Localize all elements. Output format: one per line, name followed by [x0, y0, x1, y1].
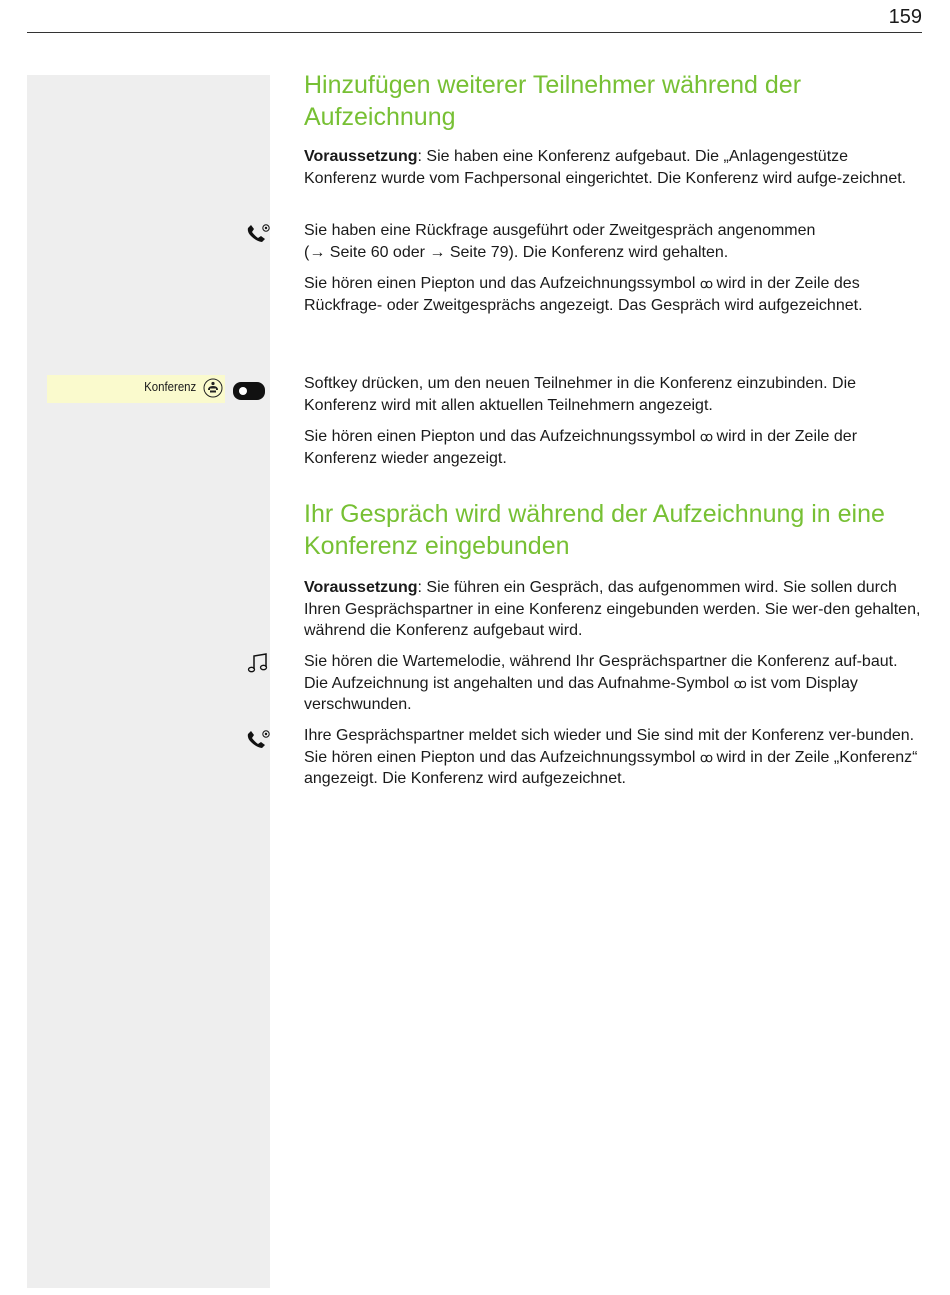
- softkey-button-icon[interactable]: [233, 382, 265, 400]
- softkey-label: Konferenz: [143, 379, 196, 394]
- section2-prereq-text: : Sie führen ein Gespräch, das aufgenommen wird. Sie sollen durch Ihren Gesprächspartner in eine Konferenz eingebunden werden. Sie wer-den gehalten, während die Konferenz aufgebaut wird.: [304, 579, 921, 639]
- section1-step1: [304, 220, 924, 263]
- section2-title: [304, 498, 924, 562]
- section2-step2: [304, 725, 924, 790]
- section2-step1-before: Sie hören die Wartemelodie, während Ihr Gesprächspartner die Konferenz auf-baut. Die Aufzeichnung ist angehalten und das Aufnahme-Symbol: [304, 653, 898, 692]
- conference-icon: [203, 378, 223, 398]
- page-number: 159: [888, 6, 922, 28]
- section1-step1-line2: (→ Seite 60 oder → Seite 79). Die Konferenz wird gehalten.: [304, 243, 729, 261]
- recording-symbol-icon: ꝏ: [699, 749, 713, 765]
- header-rule: [27, 32, 922, 33]
- section1-step3: Softkey drücken, um den neuen Teilnehmer in die Konferenz einzubinden. Die Konferenz wird mit allen aktuellen Teilnehmern angezeigt.: [304, 375, 857, 414]
- section1-prereq-label: Voraussetzung: [304, 148, 418, 165]
- section2-title-line1: Ihr Gespräch wird während der Aufzeichnung in eine: [304, 500, 885, 528]
- section1-prerequisite: [304, 146, 924, 189]
- handset-icon: [246, 729, 270, 751]
- section1-title-line2: Aufzeichnung: [304, 103, 456, 131]
- sidebar: [27, 75, 270, 1288]
- section1-prereq-text: : Sie haben eine Konferenz aufgebaut. Die „Anlagengestütze Konferenz wurde vom Fachpersonal eingerichtet. Die Konferenz wird aufge-zeichnet.: [304, 148, 907, 187]
- recording-symbol-icon: ꝏ: [699, 429, 713, 444]
- section2-prereq-label: Voraussetzung: [304, 579, 418, 596]
- section2-step1-after: ist vom Display verschwunden.: [304, 674, 858, 713]
- section1-step2: [304, 273, 924, 316]
- softkey-display-conference[interactable]: [47, 375, 225, 403]
- section1-step2-after: wird in der Zeile des Rückfrage- oder Zweitgesprächs angezeigt. Das Gespräch wird aufgezeichnet.: [304, 275, 863, 314]
- recording-symbol-icon: ꝏ: [699, 276, 713, 291]
- section2-step1: [304, 651, 924, 716]
- handset-icon: [246, 223, 270, 245]
- section1-step4-after: wird in der Zeile der Konferenz wieder angezeigt.: [304, 428, 858, 467]
- section2-step2-before: Ihre Gesprächspartner meldet sich wieder und Sie sind mit der Konferenz ver-bunden. Sie hören einen Piepton und das Aufzeichnungssymbol: [304, 727, 915, 766]
- section1-title-line1: Hinzufügen weiterer Teilnehmer während der: [304, 71, 802, 99]
- section1-step2-before: Sie hören einen Piepton und das Aufzeichnungssymbol: [304, 275, 700, 292]
- music-note-icon: [246, 652, 270, 674]
- section2-title-line2: Konferenz eingebunden: [304, 532, 570, 560]
- section2-prerequisite: [304, 577, 924, 642]
- section2-step2-after: wird in der Zeile „Konferenz“ angezeigt. Die Konferenz wird aufgezeichnet.: [304, 748, 918, 787]
- recording-symbol-icon: ꝏ: [733, 675, 746, 691]
- section1-step4: [304, 426, 924, 469]
- section1-step4-before: Sie hören einen Piepton und das Aufzeichnungssymbol: [304, 428, 700, 445]
- section1-title: [304, 69, 924, 133]
- section1-step1-line1: Sie haben eine Rückfrage ausgeführt oder Zweitgespräch angenommen: [304, 222, 816, 239]
